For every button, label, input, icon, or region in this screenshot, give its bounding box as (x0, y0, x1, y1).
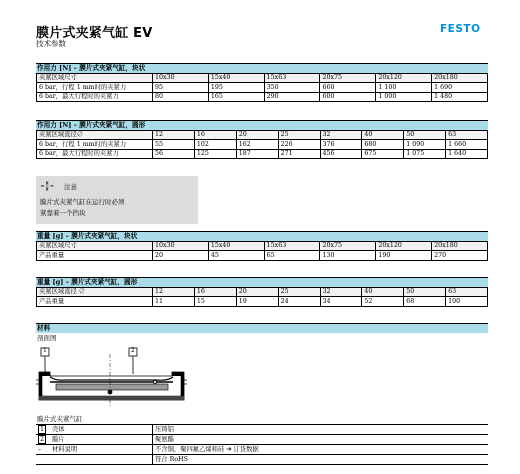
table-row (37, 83, 488, 92)
table-cell (36, 435, 50, 445)
table-row (36, 445, 488, 455)
table-cell: 68 (404, 297, 446, 306)
table-header-cell: 20x75 (320, 74, 376, 83)
table-row (36, 425, 488, 435)
table-header-row (37, 131, 488, 140)
sectional-drawing (36, 346, 488, 408)
materials-table (36, 425, 488, 465)
table-header-cell: 16 (194, 131, 236, 140)
weight-rect-table (36, 241, 488, 261)
table-cell: 95 (153, 83, 209, 92)
note-text: 紧靠着一个挡块 (40, 209, 86, 217)
table-row (37, 92, 488, 101)
section-title: 作用力 [N] – 膜片式夹紧气缸，圆形 (36, 120, 488, 130)
weight-round-section (36, 277, 488, 307)
table-cell: 376 (320, 140, 362, 149)
section-title: 作用力 [N] – 膜片式夹紧气缸，块状 (36, 63, 488, 73)
table-cell: 165 (208, 92, 264, 101)
table-cell: 271 (278, 149, 320, 158)
table-header-cell: 夹紧区域尺寸 (37, 74, 153, 83)
table-cell: 20 (153, 251, 209, 260)
table-header-cell: 40 (362, 131, 404, 140)
table-cell: 6 bar，最大行程时的夹紧力 (37, 149, 153, 158)
table-cell: 6 bar，最大行程时的夹紧力 (37, 92, 153, 101)
table-cell: 材料说明 (50, 445, 153, 455)
table-cell: 壳体 (50, 425, 153, 435)
table-header-cell: 20x180 (432, 242, 488, 251)
table-cell: 55 (153, 140, 195, 149)
table-cell: 1 640 (446, 149, 488, 158)
table-header-row (37, 74, 488, 83)
table-cell: 456 (320, 149, 362, 158)
table-cell: 600 (320, 92, 376, 101)
table-row (36, 455, 488, 465)
note-text: 膜片式夹紧气缸在运行时必须 (40, 198, 125, 206)
materials-table-section (36, 414, 488, 465)
force-rect-section (36, 63, 488, 102)
table-header-cell: 50 (404, 131, 446, 140)
table-header-cell: 20x75 (320, 242, 376, 251)
page-subtitle: 技术参数 (36, 39, 66, 48)
table-header-cell: 50 (404, 288, 446, 297)
table-cell: 270 (432, 251, 488, 260)
force-round-section (36, 120, 488, 159)
materials-table-title: 膜片式夹紧气缸 (36, 414, 488, 425)
force-rect-table (36, 73, 488, 102)
table-header-cell: 夹紧区域直径∅ (37, 131, 153, 140)
table-cell: 11 (153, 297, 195, 306)
table-header-cell: 25 (278, 131, 320, 140)
table-cell: 15 (194, 297, 236, 306)
force-round-table (36, 130, 488, 159)
table-header-cell: 夹紧区域直径 ∅ (37, 288, 153, 297)
callout-1: 1 (43, 347, 47, 354)
table-cell: 1 075 (404, 149, 446, 158)
table-header-cell: 20 (236, 131, 278, 140)
table-cell: 80 (153, 92, 209, 101)
weight-rect-section (36, 231, 488, 261)
table-cell: 产品重量 (37, 297, 153, 306)
table-header-cell: 40 (362, 288, 404, 297)
table-cell: 660 (320, 83, 376, 92)
table-header-cell: 15x63 (264, 242, 320, 251)
materials-section (36, 323, 488, 343)
table-cell: 1 090 (404, 140, 446, 149)
table-cell: 56 (153, 149, 195, 158)
weight-round-table (36, 287, 488, 307)
table-cell: 1 690 (432, 83, 488, 92)
table-header-cell: 20 (236, 288, 278, 297)
table-cell: 350 (264, 83, 320, 92)
table-header-cell: 63 (446, 288, 488, 297)
table-cell: 6 bar，行程 1 mm时的夹紧力 (37, 140, 153, 149)
table-cell: 162 (236, 140, 278, 149)
table-header-cell: 16 (194, 288, 236, 297)
table-cell: 1 660 (446, 140, 488, 149)
table-cell: – (36, 445, 50, 455)
table-header-cell: 20x120 (376, 74, 432, 83)
table-cell: 产品重量 (37, 251, 153, 260)
table-header-cell: 15x40 (208, 242, 264, 251)
section-title: 重量 [g] – 膜片式夹紧气缸，块状 (36, 231, 488, 241)
table-cell: 19 (236, 297, 278, 306)
table-header-cell: 12 (153, 288, 195, 297)
table-header-row (37, 288, 488, 297)
table-cell: 195 (208, 83, 264, 92)
table-cell: 膜片 (50, 435, 153, 445)
table-row (37, 297, 488, 306)
table-cell: 102 (194, 140, 236, 149)
table-cell: 聚氨酯 (153, 435, 489, 445)
table-row (37, 251, 488, 260)
table-header-cell: 25 (278, 288, 320, 297)
section-title: 材料 (36, 323, 488, 333)
table-header-cell: 63 (446, 131, 488, 140)
note-icon (40, 181, 56, 191)
table-header-cell: 32 (320, 131, 362, 140)
table-cell: 6 bar，行程 1 mm时的夹紧力 (37, 83, 153, 92)
callout-2: 2 (131, 347, 135, 354)
part-number: 1 (38, 425, 46, 434)
drawing-label: 剖面图 (37, 334, 57, 342)
table-cell: 675 (362, 149, 404, 158)
table-header-cell: 15x40 (208, 74, 264, 83)
table-row (37, 149, 488, 158)
table-cell: 130 (320, 251, 376, 260)
table-cell: 1 100 (376, 83, 432, 92)
note-title: 注意 (64, 183, 77, 191)
table-cell: 52 (362, 297, 404, 306)
part-number: 2 (38, 435, 46, 444)
table-cell: 100 (446, 297, 488, 306)
table-cell (50, 455, 153, 465)
table-cell: 34 (320, 297, 362, 306)
festo-logo: FESTO (440, 23, 481, 35)
table-cell: 187 (236, 149, 278, 158)
table-header-cell: 10x30 (153, 74, 209, 83)
table-cell: 1 480 (432, 92, 488, 101)
section-title: 重量 [g] – 膜片式夹紧气缸，圆形 (36, 277, 488, 287)
table-header-cell: 20x180 (432, 74, 488, 83)
table-header-cell: 10x30 (153, 242, 209, 251)
table-cell: 1 000 (376, 92, 432, 101)
table-header-cell: 32 (320, 288, 362, 297)
table-cell: 不含铜，聚四氟乙烯和硅 ➔ 订货数据 (153, 445, 489, 455)
table-cell: 226 (278, 140, 320, 149)
table-cell: 290 (264, 92, 320, 101)
table-row (36, 435, 488, 445)
table-cell (36, 425, 50, 435)
table-header-cell: 12 (153, 131, 195, 140)
table-header-cell: 20x120 (376, 242, 432, 251)
note-box (36, 176, 198, 224)
table-cell: 190 (376, 251, 432, 260)
table-row (37, 140, 488, 149)
table-header-cell: 夹紧区域尺寸 (37, 242, 153, 251)
table-cell: 680 (362, 140, 404, 149)
table-cell: 45 (208, 251, 264, 260)
table-cell: 压铸铝 (153, 425, 489, 435)
table-header-cell: 15x63 (264, 74, 320, 83)
table-cell (36, 455, 50, 465)
table-cell: 24 (278, 297, 320, 306)
table-header-row (37, 242, 488, 251)
table-cell: 125 (194, 149, 236, 158)
table-cell: 65 (264, 251, 320, 260)
table-cell: 符合 RoHS (153, 455, 489, 465)
page-title: 膜片式夹紧气缸 EV (36, 26, 153, 41)
